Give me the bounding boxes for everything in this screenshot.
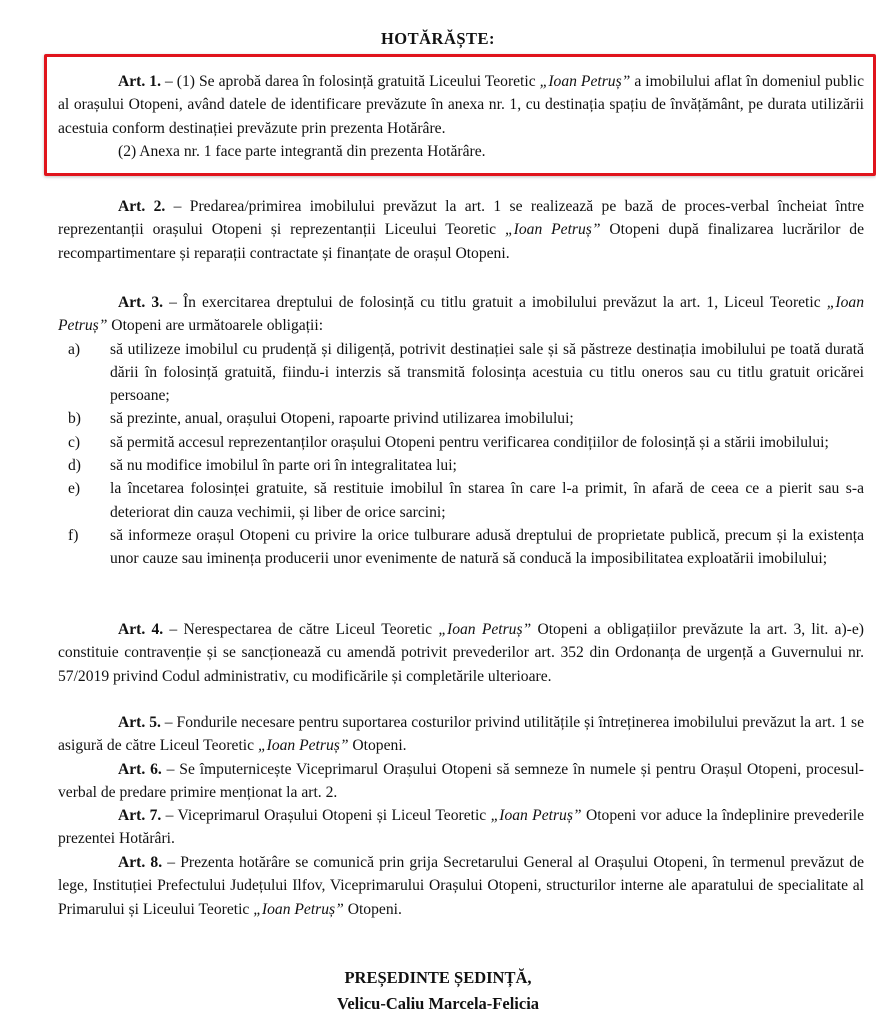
list-item: a) să utilizeze imobilul cu prudență și diligență, potrivit destinației sale și să păstreze destinația imobilului pe toată durată dării în folosință gratuită, fiindu-i interzis să transmită folosința acestuia cu titlu oneros sau cu titlu gratuit oricărei persoane; — [68, 340, 864, 405]
signature-role: PREȘEDINTE ȘEDINȚĂ, — [344, 968, 532, 987]
art1-paragraph-2: (2) Anexa nr. 1 face parte integrantă din prezenta Hotărâre. — [118, 142, 486, 160]
art8-label: Art. 8. — [118, 854, 163, 871]
school-name: „Ioan Petruș” — [490, 807, 582, 824]
signature-name: Velicu-Caliu Marcela-Felicia — [336, 994, 540, 1013]
school-name: „Ioan Petruș” — [504, 221, 601, 239]
art5-label: Art. 5. — [118, 714, 161, 731]
school-name: „Ioan Petruș” — [438, 621, 532, 638]
article-5: Art. 5. – Fondurile necesare pentru suportarea costurilor privind utilitățile și întreținerea imobilului prevăzut la art. 1 se asigură de către Liceul Teoretic „Ioan Petruș” Otopeni. — [58, 714, 864, 755]
article-3: Art. 3. – În exercitarea dreptului de folosință cu titlu gratuit a imobilului prevăzut la art. 1, Liceul Teoretic „Ioan Petruș” Otopeni are următoarele obligații: a) să utilizeze imobilul cu prudență și diligență, potrivit destinației sale și să păstreze destinația imobilului pe toată durată dării în folosință gratuită, fiindu-i interzis să transmită folosința acestuia cu titlu oneros sau cu titlu gratuit oricărei persoane; b) să prezinte, anual, orașului Otopeni, rapoarte privind utilizarea imobilului; c) să permită accesul reprezentanților orașului Otopeni pentru verificarea condițiilor de folosință și a stării imobilului; d) să nu modifice imobilul în parte ori în integralitatea lui; e) la încetarea folosinței gratuite, să restituie imobilul în starea în care l-a primit, în afară de ceea ce a pierit sau s-a deteriorat din cauza vechimii, și liber de orice sarcini; f) să informeze orașul Otopeni cu privire la orice tulburare adusă dreptului de proprietate publică, precum și la existența unor cauze sau iminența producerii unor evenimente de natură să conducă la imposibilitatea exploatării imobilului; — [58, 291, 864, 571]
list-item: f) să informeze orașul Otopeni cu privire la orice tulburare adusă dreptului de proprietate publică, precum și la existența unor cauze sau iminența producerii unor evenimente de natură să conducă la imposibilitatea exploatării imobilului; — [68, 526, 864, 568]
article-6: Art. 6. – Se împuternicește Viceprimarul Orașului Otopeni să semneze în numele și pentru Orașul Otopeni, procesul-verbal de predare primire menționat la art. 2. — [58, 761, 864, 802]
school-name: „Ioan Petruș” — [58, 294, 864, 335]
highlight-box — [44, 54, 876, 176]
article-7: Art. 7. – Viceprimarul Orașului Otopeni și Liceul Teoretic „Ioan Petruș” Otopeni vor aduce la îndeplinire prevederile prezentei Hotărâri. — [58, 807, 864, 848]
article-8: Art. 8. – Prezenta hotărâre se comunică prin grija Secretarului General al Orașului Otopeni, în termenul prevăzut de lege, Instituției Prefectului Județului Ilfov, Viceprimarului Orașului Otopeni, structurilor interne ale aparatului de specialitate al Primarului și Liceului Teoretic „Ioan Petruș” Otopeni. — [58, 854, 865, 918]
art3-label: Art. 3. — [118, 294, 164, 311]
school-name: „Ioan Petruș” — [257, 737, 349, 755]
obligations-list — [58, 338, 864, 571]
list-item: d) să nu modifice imobilul în parte ori în integralitatea lui; — [68, 457, 457, 475]
art4-label: Art. 4. — [118, 621, 164, 638]
decision-heading: HOTĂRĂȘTE: — [380, 29, 496, 48]
art7-label: Art. 7. — [118, 807, 162, 824]
art1-paragraph-1: Art. 1. – (1) Se aprobă darea în folosință gratuită Liceului Teoretic „Ioan Petruș” a imobilului aflat în domeniul public al orașului Otopeni, având datele de identificare prevăzute în anexa nr. 1, cu destinația spațiu de învățământ, pe durata utilizării acestuia conform destinației prevăzute prin prezenta Hotărâre. — [58, 73, 864, 137]
list-item: e) la încetarea folosinței gratuite, să restituie imobilul în starea în care l-a primit, în afară de ceea ce a pierit sau s-a deteriorat din cauza vechimii, și liber de orice sarcini; — [68, 480, 864, 521]
school-name: „Ioan Petruș” — [253, 900, 344, 918]
list-item: c) să permită accesul reprezentanților orașului Otopeni pentru verificarea condițiilor de folosință și a stării imobilului; — [68, 433, 829, 451]
article-2: Art. 2. – Predarea/primirea imobilului prevăzut la art. 1 se realizează pe bază de proces-verbal încheiat între reprezentanții orașului Otopeni și reprezentanții Liceului Teoretic „Ioan Petruș” Otopeni după finalizarea lucrărilor de recompartimentare și reparații contractate și finanțate de orașul Otopeni. — [58, 198, 865, 262]
list-item: b) să prezinte, anual, orașului Otopeni, rapoarte privind utilizarea imobilului; — [68, 410, 574, 428]
art1-label: Art. 1. — [118, 73, 161, 90]
article-4: Art. 4. – Nerespectarea de către Liceul Teoretic „Ioan Petruș” Otopeni a obligațiilor prevăzute la art. 3, lit. a)-e) constituie contravenție și se sancționează cu amendă potrivit prevederilor art. 352 din Ordonanța de urgență a Guvernului nr. 57/2019 privind Codul administrativ, cu modificările și completările ulterioare. — [58, 621, 864, 685]
art2-label: Art. 2. — [118, 198, 166, 215]
art6-label: Art. 6. — [118, 761, 162, 778]
school-name: „Ioan Petruș” — [539, 73, 631, 90]
